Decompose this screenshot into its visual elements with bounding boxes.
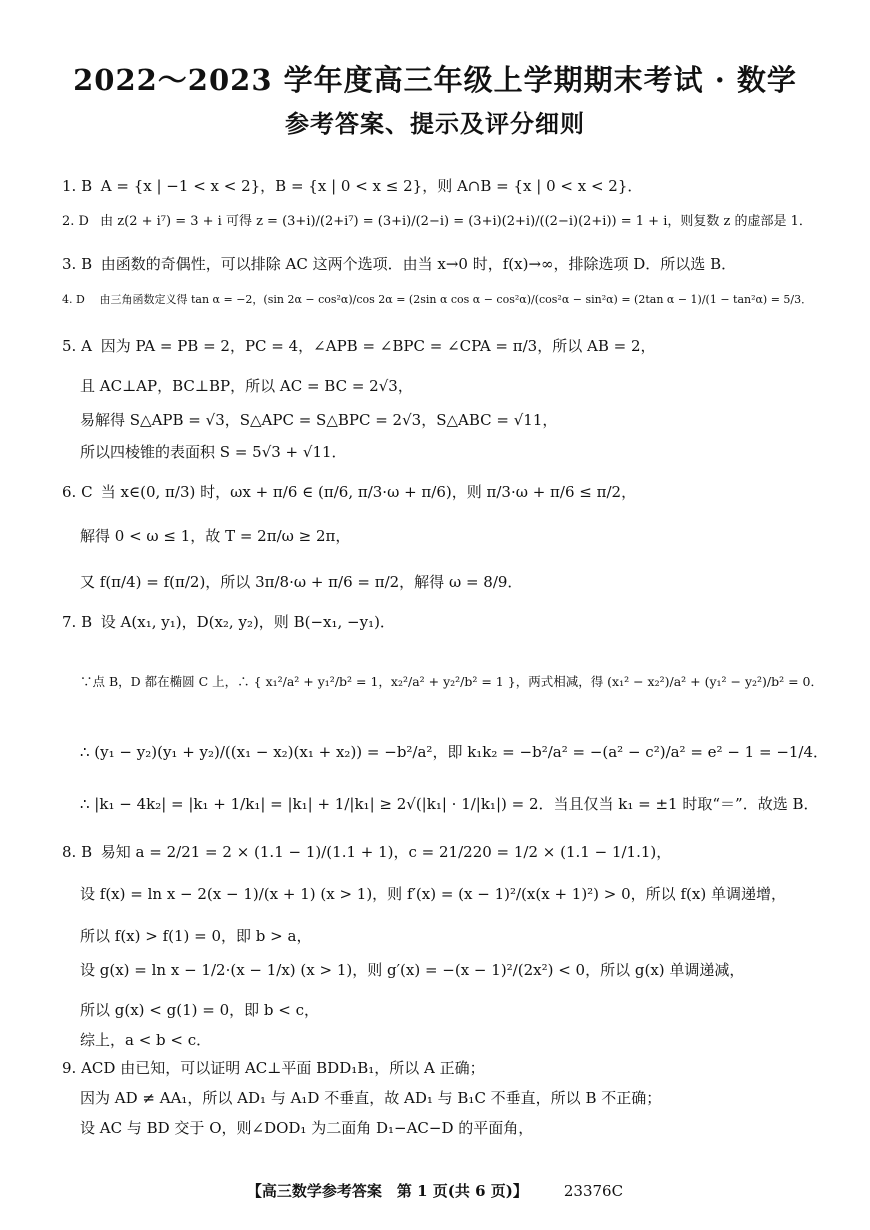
answer-line: [80, 1000, 319, 1020]
answer-text: ∵点 B，D 都在椭圆 C 上，∴ { x₁²/a² + y₁²/b² = 1，x₂²/a² + y₂²/b² = 1 }，两式相减，得 (x₁² − x₂²)/a² + (y₁² − y₂²)/b² = 0．: [80, 674, 824, 689]
question-number: 6. C: [62, 483, 93, 501]
answer-text: 由已知，可以证明 AC⊥平面 BDD₁B₁，所以 A 正确；: [120, 1059, 485, 1077]
question-number: 7. B: [62, 613, 93, 631]
answer-text: 设 A(x₁, y₁)，D(x₂, y₂)，则 B(−x₁, −y₁)．: [100, 613, 395, 631]
answer-line: [80, 672, 823, 692]
question-number: 2. D: [62, 214, 89, 229]
answer-text: ∴ (y₁ − y₂)(y₁ + y₂)/((x₁ − x₂)(x₁ + x₂)) = −b²/a²，即 k₁k₂ = −b²/a² = −(a² − c²)/a² = e² − 1 = −1/4．: [80, 743, 829, 761]
answer-line: [80, 526, 350, 546]
answer-line: [62, 482, 636, 502]
answer-text: 所以四棱锥的表面积 S = 5√3 + √11．: [80, 443, 347, 461]
answer-line: [80, 1088, 661, 1108]
footer-code: 23376C: [563, 1182, 624, 1200]
answer-text: ∴ |k₁ − 4k₂| = |k₁ + 1/k₁| = |k₁| + 1/|k₁| ≥ 2√(|k₁| · 1/|k₁|) = 2．当且仅当 k₁ = ±1 时取“＝”．故选 B．: [80, 795, 819, 813]
answer-text: 因为 PA = PB = 2，PC = 4，∠APB = ∠BPC = ∠CPA = π/3，所以 AB = 2，: [100, 337, 656, 355]
page-subtitle: 参考答案、提示及评分细则: [285, 109, 585, 138]
answer-text: 设 g(x) = ln x − 1/2·(x − 1/x) (x > 1)，则 g′(x) = −(x − 1)²/(2x²) < 0，所以 g(x) 单调递减，: [80, 961, 745, 979]
answer-text: 解得 0 < ω ≤ 1，故 T = 2π/ω ≥ 2π，: [80, 527, 351, 545]
answer-text: 由函数的奇偶性，可以排除 AC 这两个选项．由当 x→0 时，f(x)→∞，排除选项 D．所以选 B．: [100, 255, 737, 273]
answer-text: 由 z(2 + i⁷) = 3 + i 可得 z = (3+i)/(2+i⁷) = (3+i)/(2−i) = (3+i)(2+i)/((2−i)(2+i)) = 1 + i，则复数 z 的虚部是 1．: [100, 214, 812, 229]
footer-page-info: 【高三数学参考答案 第 1 页(共 6 页)】: [246, 1182, 528, 1200]
answer-line: [80, 926, 311, 946]
answer-line: [80, 442, 347, 462]
answer-line: [62, 336, 656, 356]
answer-text: 又 f(π/4) = f(π/2)，所以 3π/8·ω + π/6 = π/2，解得 ω = 8/9．: [80, 573, 523, 591]
answer-line: [80, 794, 818, 814]
question-number: 8. B: [62, 843, 93, 861]
page-footer: [0, 1180, 870, 1201]
answer-text: 所以 f(x) > f(1) = 0，即 b > a，: [80, 927, 312, 945]
question-number: 4. D: [62, 293, 85, 306]
answer-line: [80, 742, 828, 762]
answer-line: [80, 884, 786, 904]
answer-line: [80, 572, 522, 592]
answer-line: [62, 254, 736, 274]
answer-text: 由三角函数定义得 tan α = −2，(sin 2α − cos²α)/cos 2α = (2sin α cos α − cos²α)/(cos²α − sin²α) = (2tan α − 1)/(1 − tan²α) = 5/3．: [99, 293, 813, 306]
answer-text: 设 AC 与 BD 交于 O，则∠DOD₁ 为二面角 D₁−AC−D 的平面角，: [80, 1119, 534, 1137]
answer-text: A = {x | −1 < x < 2}，B = {x | 0 < x ≤ 2}，则 A∩B = {x | 0 < x < 2}．: [100, 177, 643, 195]
answer-line: [80, 1118, 533, 1138]
answer-line: [62, 176, 642, 196]
answer-text: 因为 AD ≠ AA₁，所以 AD₁ 与 A₁D 不垂直，故 AD₁ 与 B₁C 不垂直，所以 B 不正确；: [80, 1089, 662, 1107]
answer-line: [62, 290, 812, 310]
question-number: 5. A: [62, 337, 92, 355]
question-number: 9. ACD: [62, 1059, 116, 1077]
answer-text: 易解得 S△APB = √3，S△APC = S△BPC = 2√3，S△ABC = √11，: [80, 411, 558, 429]
question-number: 3. B: [62, 255, 93, 273]
answer-text: 所以 g(x) < g(1) = 0，即 b < c，: [80, 1001, 320, 1019]
question-number: 1. B: [62, 177, 93, 195]
answer-line: [80, 960, 744, 980]
answer-line: [80, 1030, 211, 1050]
answer-text: 且 AC⊥AP，BC⊥BP，所以 AC = BC = 2√3，: [80, 377, 413, 395]
answer-line: [80, 410, 557, 430]
answer-line: [62, 842, 671, 862]
answer-text: 综上，a < b < c．: [80, 1031, 212, 1049]
answer-line: [62, 612, 395, 632]
answer-text: 当 x∈(0, π/3) 时，ωx + π/6 ∈ (π/6, π/3·ω + π/6)，则 π/3·ω + π/6 ≤ π/2，: [100, 483, 637, 501]
answer-line: [62, 1058, 485, 1078]
answer-text: 易知 a = 2/21 = 2 × (1.1 − 1)/(1.1 + 1)，c = 21/220 = 1/2 × (1.1 − 1/1.1)，: [100, 843, 672, 861]
answer-text: 设 f(x) = ln x − 2(x − 1)/(x + 1) (x > 1)，则 f′(x) = (x − 1)²/(x(x + 1)²) > 0，所以 f(x) 单调递增，: [80, 885, 786, 903]
answer-line: [62, 212, 812, 232]
page-title: 2022～2023 学年度高三年级上学期期末考试 · 数学: [73, 63, 797, 97]
answer-line: [80, 376, 413, 396]
